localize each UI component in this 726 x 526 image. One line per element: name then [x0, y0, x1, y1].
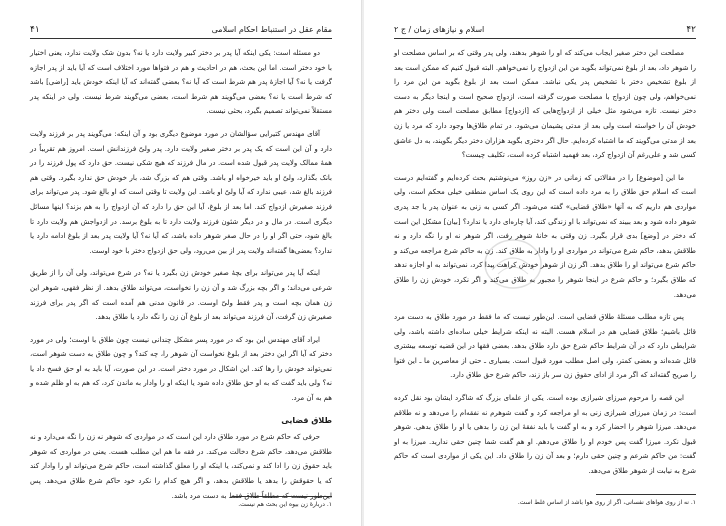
right-paragraph-3: پس تازه مطلب مسئلهٔ طلاق قضایی است. این‌طور نیست که ما فقط در مورد طلاق به دست مرد قائل باشیم؛ طلاق قضایی هم در اسلام هست. البته نه اینکه شرایط خیلی ساده‌ای داشته باشد، ولی شرایطی دارد که در آن شرایط حاکم شرع حق دارد طلاق بدهد. بعضی فقها در این قضیه توسعه بیشتری قائل شده‌اند و بعضی کمتر، ولی اصل مطلب مورد قبول است. بسیاری ـ حتی از معاصرین ما ـ این فتوا را صریح گفته‌اند که اگر مرد از ادای حقوق زن سر باز زند، حاکم شرع حق طلاق دارد. [394, 313, 696, 380]
watermark-stamp-icon [482, 236, 544, 292]
left-page-header [30, 22, 332, 39]
left-footnote: ۱. دربارهٔ زن بیوه این بحث هم نیست. [238, 501, 332, 508]
left-paragraph-2: آقای مهندس کتیرایی سؤالشان در مورد موضوع دیگری بود و آن اینکه: می‌گویند پدر بر فرزند ولایت دارد و آن این است که یک پدر بر دختر صغیر ولایت دارد. پدر ولیّ فرزندانش است. امروز هم تقریباً در همهٔ ممالک ولایت پدر قبول شده است. در مال فرزند که هیچ شکی نیست. حق دارد که پول فرزند را در بانک بگذارد، ولیّ او باید خیرخواه او باشد. وقتی هم که بزرگ شد، بار خودش حق ندارد بگیرد. وقتی هم فرزند بالغ شد، عیبی ندارد که آیا ولیّ او باشد. این ولایت تا وقتی است که او بالغ شود. پدر می‌تواند برای فرزند صغیرش ازدواج کند. اما بعد از بلوغ، آیا این حق را دارد که آن ازدواج را به هم بزند؟ اینها مسائل دیگری است. در مال و در دیگر شئون فرزند ولایت دارد تا به بلوغ برسد. در ازدواجش هم ولایت دارد تا بالغ شود، حتی اگر او را در حال صغر شوهر داده باشد، که آیا نه؟ آیا ولایت پدر بعد از بلوغ ادامه دارد یا ندارد؟ بعضی‌ها گفته‌اند ولایت پدر از بین می‌رود، ولی حق ازدواج دختر با خود اوست. [30, 129, 332, 255]
right-paragraph-1: مصلحت این دختر صغیر ایجاب می‌کند که او را شوهر بدهند، ولی پدر وقتی که بر اساس مصلحت او را شوهر داد، بعد از بلوغ نمی‌تواند بگوید من این ازدواج را نمی‌خواهم. البته قبول کنیم که ممکن است بعد از بلوغ تشخیص دختر با تشخیص پدر یکی نباشد. ممکن است بعد از بلوغ بگوید من این مرد را نمی‌خواهم، ولی چون ازدواج با مصلحت صورت گرفته است، ازدواج صحیح است و اینجا دیگر به دست دختر نیست. تازه می‌شود مثل خیلی از ازدواج‌هایی که [ازدواج] مطابق مصلحت است ولی دختر هم خودش آن را خواسته است ولی بعد از مدتی پشیمان می‌شود. در تمام طلاق‌ها وجود دارد که مرد یا زن بعد از مدتی می‌گویند که ما اشتباه کرده‌ایم. حال اگر دختری بگوید هزاران دختر دیگر بگویند، به دل عاشق کسی شد و علی‌رغم آن ازدواج کرد، بعد فهمید اشتباه کرده است، تکلیف چیست؟ [394, 49, 696, 160]
right-page [364, 0, 726, 526]
left-page-body [30, 46, 332, 511]
right-paragraph-2: ما این [موضوع] را در مقالاتی که زمانی در «زن روز» می‌نوشتیم بحث کرده‌ایم و گفته‌ایم درست است که اسلام حق طلاق را به مرد داده است که این روی یک اساس منطقی خیلی محکم است، ولی مواردی هم داریم که به آنها «طلاق قضایی» گفته می‌شود. اگر کسی به زنی به عنوان پدر یا جد پدری شوهر داده شود و بعد ببیند که نمی‌تواند با او زندگی کند، آیا چاره‌ای دارد یا ندارد؟ [بیان] مشکل این است که دختر در [وضع] بدی قرار بگیرد. زن وقتی به خانهٔ شوهر رفت، اگر شوهر نه او را نگه دارد و نه طلاقش بدهد، حاکم شرع می‌تواند در مواردی او را وادار به طلاق کند. زن به حاکم شرع مراجعه می‌کند و حاکم شرع می‌تواند او را طلاق بدهد. اگر زن از شوهر خودش کراهت پیدا کرد، نمی‌تواند به او اجازه ندهد که طلاق بگیرد؛ و حاکم شرع در اینجا شوهر را مجبور به طلاق می‌کند و اگر نکرد، خودش زن را طلاق می‌دهد. [394, 173, 696, 299]
left-paragraph-4: ایراد آقای مهندس این بود که در مورد پسر مشکل چندانی نیست چون طلاق با اوست؛ ولی در مورد دختر که آیا اگر این دختر بعد از بلوغ نخواست آن شوهر را، چه کند؟ و چون طلاق به دست شوهر است، نمی‌تواند خودش را رها کند. این اشکال در مورد دختر است. در این صورت، آیا باید به او حق فسخ داد یا نه؟ ولی باید گفت که به او حق طلاق داده شود یا اینکه او را وادار به ماندن کرد، که هم به او ظلم شده و هم به آن مرد. [30, 335, 332, 403]
section-heading: طلاق قضایی [281, 415, 332, 425]
left-footnote-rule [232, 496, 332, 497]
right-page-header [394, 22, 696, 39]
right-footnote: ۱. نه از روی هواهای نفسانی، اگر از روی هوا باشد از اساس غلط است. [517, 499, 696, 506]
left-paragraph-1: دو مسئله است: یکی اینکه آیا پدر بر دختر کبیر ولایت دارد یا نه؟ بدون شک ولایت ندارد، یعنی اختیار با خود دختر است. اما این بحث، هم در احادیث و هم در فتواها مورد اختلاف است که آیا باید از پدر اجازه گرفت یا نه؟ آیا اجازهٔ پدر هم شرط است که آیا نه؟ بعضی گفته‌اند که آیا اینکه خودش باید [راضی] باشد که شرط است یا نه؟ بعضی می‌گویند هم شرط است، بعضی می‌گویند شرط نیست. ولی در اینکه پدر مستقلاً نمی‌تواند تصمیم بگیرد، بحثی نیست. [30, 49, 332, 116]
left-page [0, 0, 362, 526]
left-running-title: مقام عقل در استنباط احکام اسلامی [211, 25, 332, 34]
left-page-number: ۴۱ [30, 25, 40, 35]
right-page-body [394, 46, 696, 487]
right-page-number: ۴۲ [686, 25, 696, 35]
right-running-title: اسلام و نیازهای زمان / ج ۲ [394, 25, 485, 34]
left-paragraph-3: اینکه آیا پدر می‌تواند برای بچهٔ صغیر خودش زن بگیرد یا نه؟ در شرع می‌تواند، ولی آن را از طریق شرعی می‌داند؛ و اگر بچه بزرگ شد و آن زن را نخواست، می‌تواند طلاق بدهد. از نظر فقهی، شوهر این زن همان بچه است و پدر فقط ولیّ اوست. در قانون مدنی هم آمده است که اگر پدر برای فرزند صغیرش زن گرفت، آن فرزند می‌تواند بعد از بلوغ آن زن را نگه دارد یا طلاق بدهد. [30, 269, 332, 322]
right-paragraph-4: این قصه را مرحوم میرزای شیرازی بوده است. یکی از علمای بزرگ که شاگرد ایشان بود نقل کرده است: در زمان میرزای شیرازی زنی به او مراجعه کرد و گفت شوهرم نه نفقه‌ام را می‌دهد و نه طلاقم می‌دهد. میرزا شوهر را احضار کرد و به او گفت یا باید نفقهٔ این زن را بدهی یا او را طلاق بدهی. شوهر قبول نکرد. میرزا گفت پس خودم او را طلاق می‌دهم. او هم گفت شما چنین حقی ندارید. میرزا به او گفت: من حاکم شرعم و چنین حقی دارم؛ و بعد آن زن را طلاق داد. این یکی از مواردی است که حاکم شرع به نیابت از شوهر طلاق می‌دهد. [394, 394, 696, 476]
section-paragraph-1: حرفی که حاکم شرع در مورد طلاق دارد این است که در مواردی که شوهر نه زن را نگه می‌دارد و نه طلاقش می‌دهد، حاکم شرع دخالت می‌کند. در فقه ما هم این مطلب هست. یعنی در مواردی که شوهر باید حقوق زن را ادا کند و نمی‌کند، یا اینکه او را معلق گذاشته است، حاکم شرع می‌تواند او را وادار کند که یا حقوقش را بدهد یا طلاقش بدهد، و اگر هیچ کدام را نکرد خود حاکم شرع طلاق می‌دهد. پس این‌طور نیست که مطلقاً طلاق فقط به دست مرد باشد. [30, 433, 332, 500]
right-footnote-rule [596, 494, 696, 495]
